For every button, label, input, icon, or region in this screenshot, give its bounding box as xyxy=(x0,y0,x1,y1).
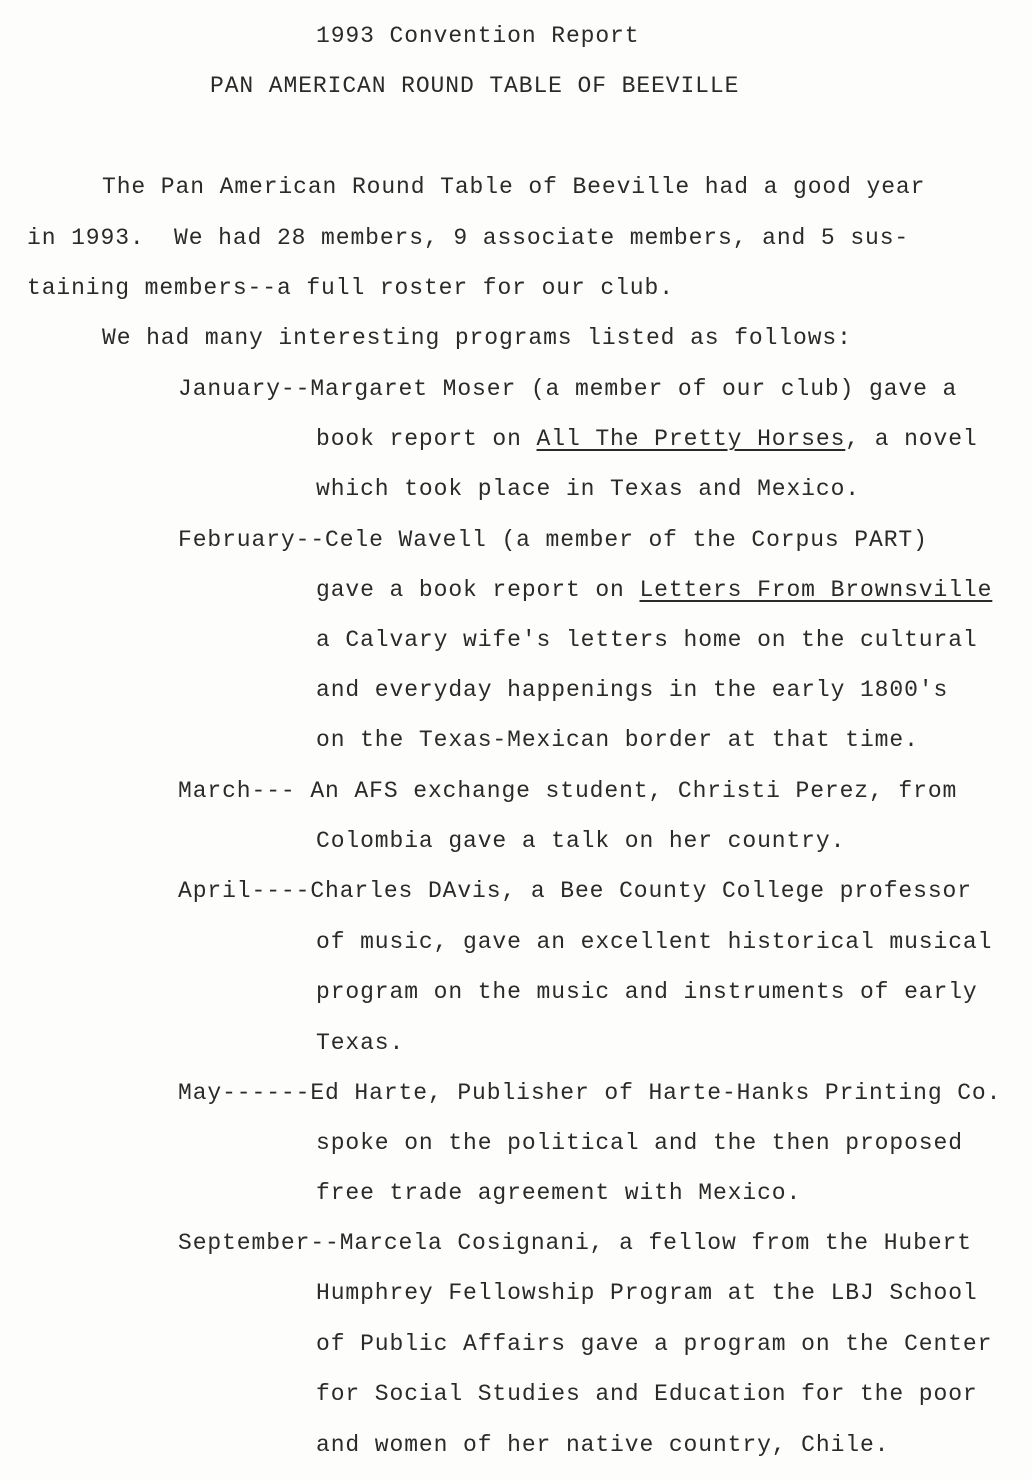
program-march-line-2: Colombia gave a talk on her country. xyxy=(316,828,846,854)
program-september-line-1: September--Marcela Cosignani, a fellow from the Hubert xyxy=(178,1230,972,1256)
program-may-line-1: May------Ed Harte, Publisher of Harte-Hanks Printing Co. xyxy=(178,1080,1002,1106)
program-february-line-1: February--Cele Wavell (a member of the Corpus PART) xyxy=(178,527,928,553)
program-april-line-1: April----Charles DAvis, a Bee County College professor xyxy=(178,878,972,904)
book-title-all-the-pretty-horses: All The Pretty Horses xyxy=(536,426,846,452)
program-january-text-pre: book report on xyxy=(316,426,537,452)
program-may-line-2: spoke on the political and the then proposed xyxy=(316,1130,963,1156)
program-march-line-1: March--- An AFS exchange student, Christi Perez, from xyxy=(178,778,958,804)
program-january-line-3: which took place in Texas and Mexico. xyxy=(316,476,860,502)
program-april-line-3: program on the music and instruments of early xyxy=(316,979,978,1005)
program-january-line-1: January--Margaret Moser (a member of our club) gave a xyxy=(178,376,958,402)
program-september-line-3: of Public Affairs gave a program on the Center xyxy=(316,1331,993,1357)
program-february-text-pre: gave a book report on xyxy=(316,577,640,603)
program-september-line-5: and women of her native country, Chile. xyxy=(316,1432,890,1458)
program-may-line-3: free trade agreement with Mexico. xyxy=(316,1180,802,1206)
program-february-line-3: a Calvary wife's letters home on the cultural xyxy=(316,627,978,653)
program-january-line-2 xyxy=(316,425,978,453)
program-april-line-4: Texas. xyxy=(316,1030,405,1056)
book-title-letters-from-brownsville: Letters From Brownsville xyxy=(639,577,993,603)
report-title: 1993 Convention Report xyxy=(316,23,640,49)
program-april-line-2: of music, gave an excellent historical musical xyxy=(316,929,993,955)
intro-line-2: in 1993. We had 28 members, 9 associate members, and 5 sus- xyxy=(27,225,910,251)
program-february-line-5: on the Texas-Mexican border at that time. xyxy=(316,727,919,753)
intro-line-1: The Pan American Round Table of Beeville had a good year xyxy=(102,174,926,200)
program-february-line-2 xyxy=(316,576,992,604)
intro-line-3: taining members--a full roster for our club. xyxy=(27,275,674,301)
program-february-line-4: and everyday happenings in the early 1800's xyxy=(316,677,949,703)
program-january-text-post: , a novel xyxy=(845,426,978,452)
program-september-line-2: Humphrey Fellowship Program at the LBJ School xyxy=(316,1280,978,1306)
intro-line-4: We had many interesting programs listed as follows: xyxy=(102,325,852,351)
club-name-heading: PAN AMERICAN ROUND TABLE OF BEEVILLE xyxy=(210,73,740,99)
program-september-line-4: for Social Studies and Education for the poor xyxy=(316,1381,978,1407)
